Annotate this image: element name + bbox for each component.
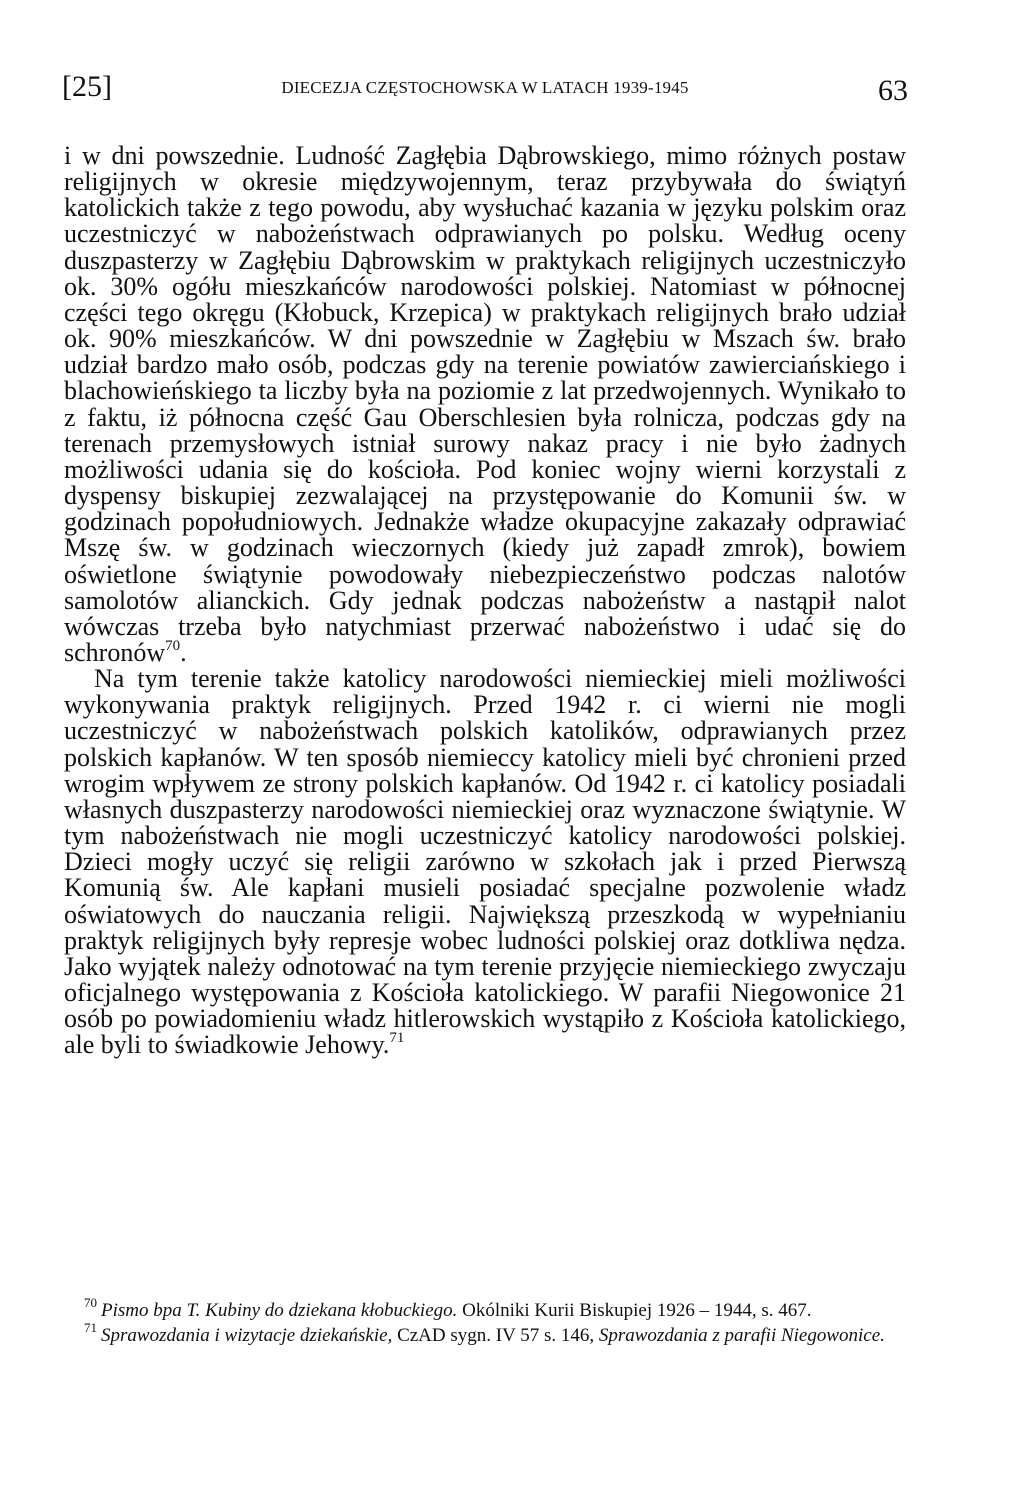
- footnote-reference[interactable]: 71: [389, 1030, 405, 1047]
- page-number: 63: [878, 74, 908, 107]
- footnote-70: [64, 1295, 906, 1323]
- running-head: [62, 68, 908, 108]
- footnote-source-title: Sprawozdania z parafii Niegowonice.: [598, 1325, 885, 1346]
- footnote-number: 71: [84, 1320, 97, 1335]
- paragraph: [64, 143, 906, 666]
- footnote-number: 70: [84, 1295, 97, 1310]
- footnote-source-title: Sprawozdania i wizytacje dziekańskie,: [101, 1325, 393, 1346]
- footnotes: [64, 1295, 906, 1348]
- footnote-source-title: Pismo bpa T. Kubiny do dziekana kłobuckiego.: [101, 1300, 458, 1321]
- running-title: DIECEZJA CZĘSTOCHOWSKA W LATACH 1939-1945: [281, 78, 689, 97]
- body-text: [64, 143, 906, 1058]
- paragraph: [64, 666, 906, 1058]
- footnote-71: [64, 1320, 906, 1348]
- paragraph-end: .: [180, 637, 187, 667]
- paragraph-text: i w dni powszednie. Ludność Zagłębia Dąbrowskiego, mimo różnych postaw religijnych w okresie międzywojennym, teraz przybywała do świątyń katolickich także z tego powodu, aby wysłuchać kazania w języku polskim oraz uczestniczyć w nabożeństwach odprawianych po polsku. Według oceny duszpasterzy w Zagłębiu Dąbrowskim w praktykach religijnych uczestniczyło ok. 30% ogółu mieszkańców narodowości polskiej. Natomiast w północnej części tego okręgu (Kłobuck, Krzepica) w praktykach religijnych brało udział ok. 90% mieszkańców. W dni powszednie w Zagłębiu w Mszach św. brało udział bardzo mało osób, podczas gdy na terenie powiatów zawierciańskiego i blachowieńskiego ta liczby była na poziomie z lat przedwojennych. Wynikało to z faktu, iż północna część Gau Oberschlesien była rolnicza, podczas gdy na terenach przemysłowych istniał surowy nakaz pracy i nie było żadnych możliwości udania się do kościoła. Pod koniec wojny wierni korzystali z dyspensy biskupiej zezwalającej na przystępowanie do Komunii św. w godzinach popołudniowych. Jednakże władze okupacyjne zakazały odprawiać Mszę św. w godzinach wieczornych (kiedy już zapadł zmrok), bowiem oświetlone świątynie powodowały niebezpieczeństwo podczas nalotów samolotów alianckich. Gdy jednak podczas nabożeństw a nastąpił nalot wówczas trzeba było natychmiast przerwać nabożeństwo i udać się do schronów: [64, 141, 906, 667]
- footnote-text: CzAD sygn. IV 57 s. 146,: [392, 1325, 599, 1346]
- paragraph-text: Na tym terenie także katolicy narodowości niemieckiej mieli możliwości wykonywania praktyk religijnych. Przed 1942 r. ci wierni nie mogli uczestniczyć w nabożeństwach polskich katolików, odprawianych przez polskich kapłanów. W ten sposób niemieccy katolicy mieli być chronieni przed wrogim wpływem ze strony polskich kapłanów. Od 1942 r. ci katolicy posiadali własnych duszpasterzy narodowości niemieckiej oraz wyznaczone świątynie. W tym nabożeństwach nie mogli uczestniczyć katolicy narodowości polskiej. Dzieci mogły uczyć się religii zarówno w szkołach jak i przed Pierwszą Komunią św. Ale kapłani musieli posiadać specjalne pozwolenie władz oświatowych do nauczania religii. Największą przeszkodą w wypełnianiu praktyk religijnych były represje wobec ludności polskiej oraz dotkliwa nędza. Jako wyjątek należy odnotować na tym terenie przyjęcie niemieckiego zwyczaju oficjalnego występowania z Kościoła katolickiego. W parafii Niegowonice 21 osób po powiadomieniu władz hitlerowskich wystąpiło z Kościoła katolickiego, ale byli to świadkowie Jehowy.: [64, 664, 906, 1060]
- footnote-text: Okólniki Kurii Biskupiej 1926 – 1944, s. 467.: [457, 1300, 812, 1321]
- footnote-reference[interactable]: 70: [165, 637, 181, 654]
- section-number: [25]: [62, 70, 112, 103]
